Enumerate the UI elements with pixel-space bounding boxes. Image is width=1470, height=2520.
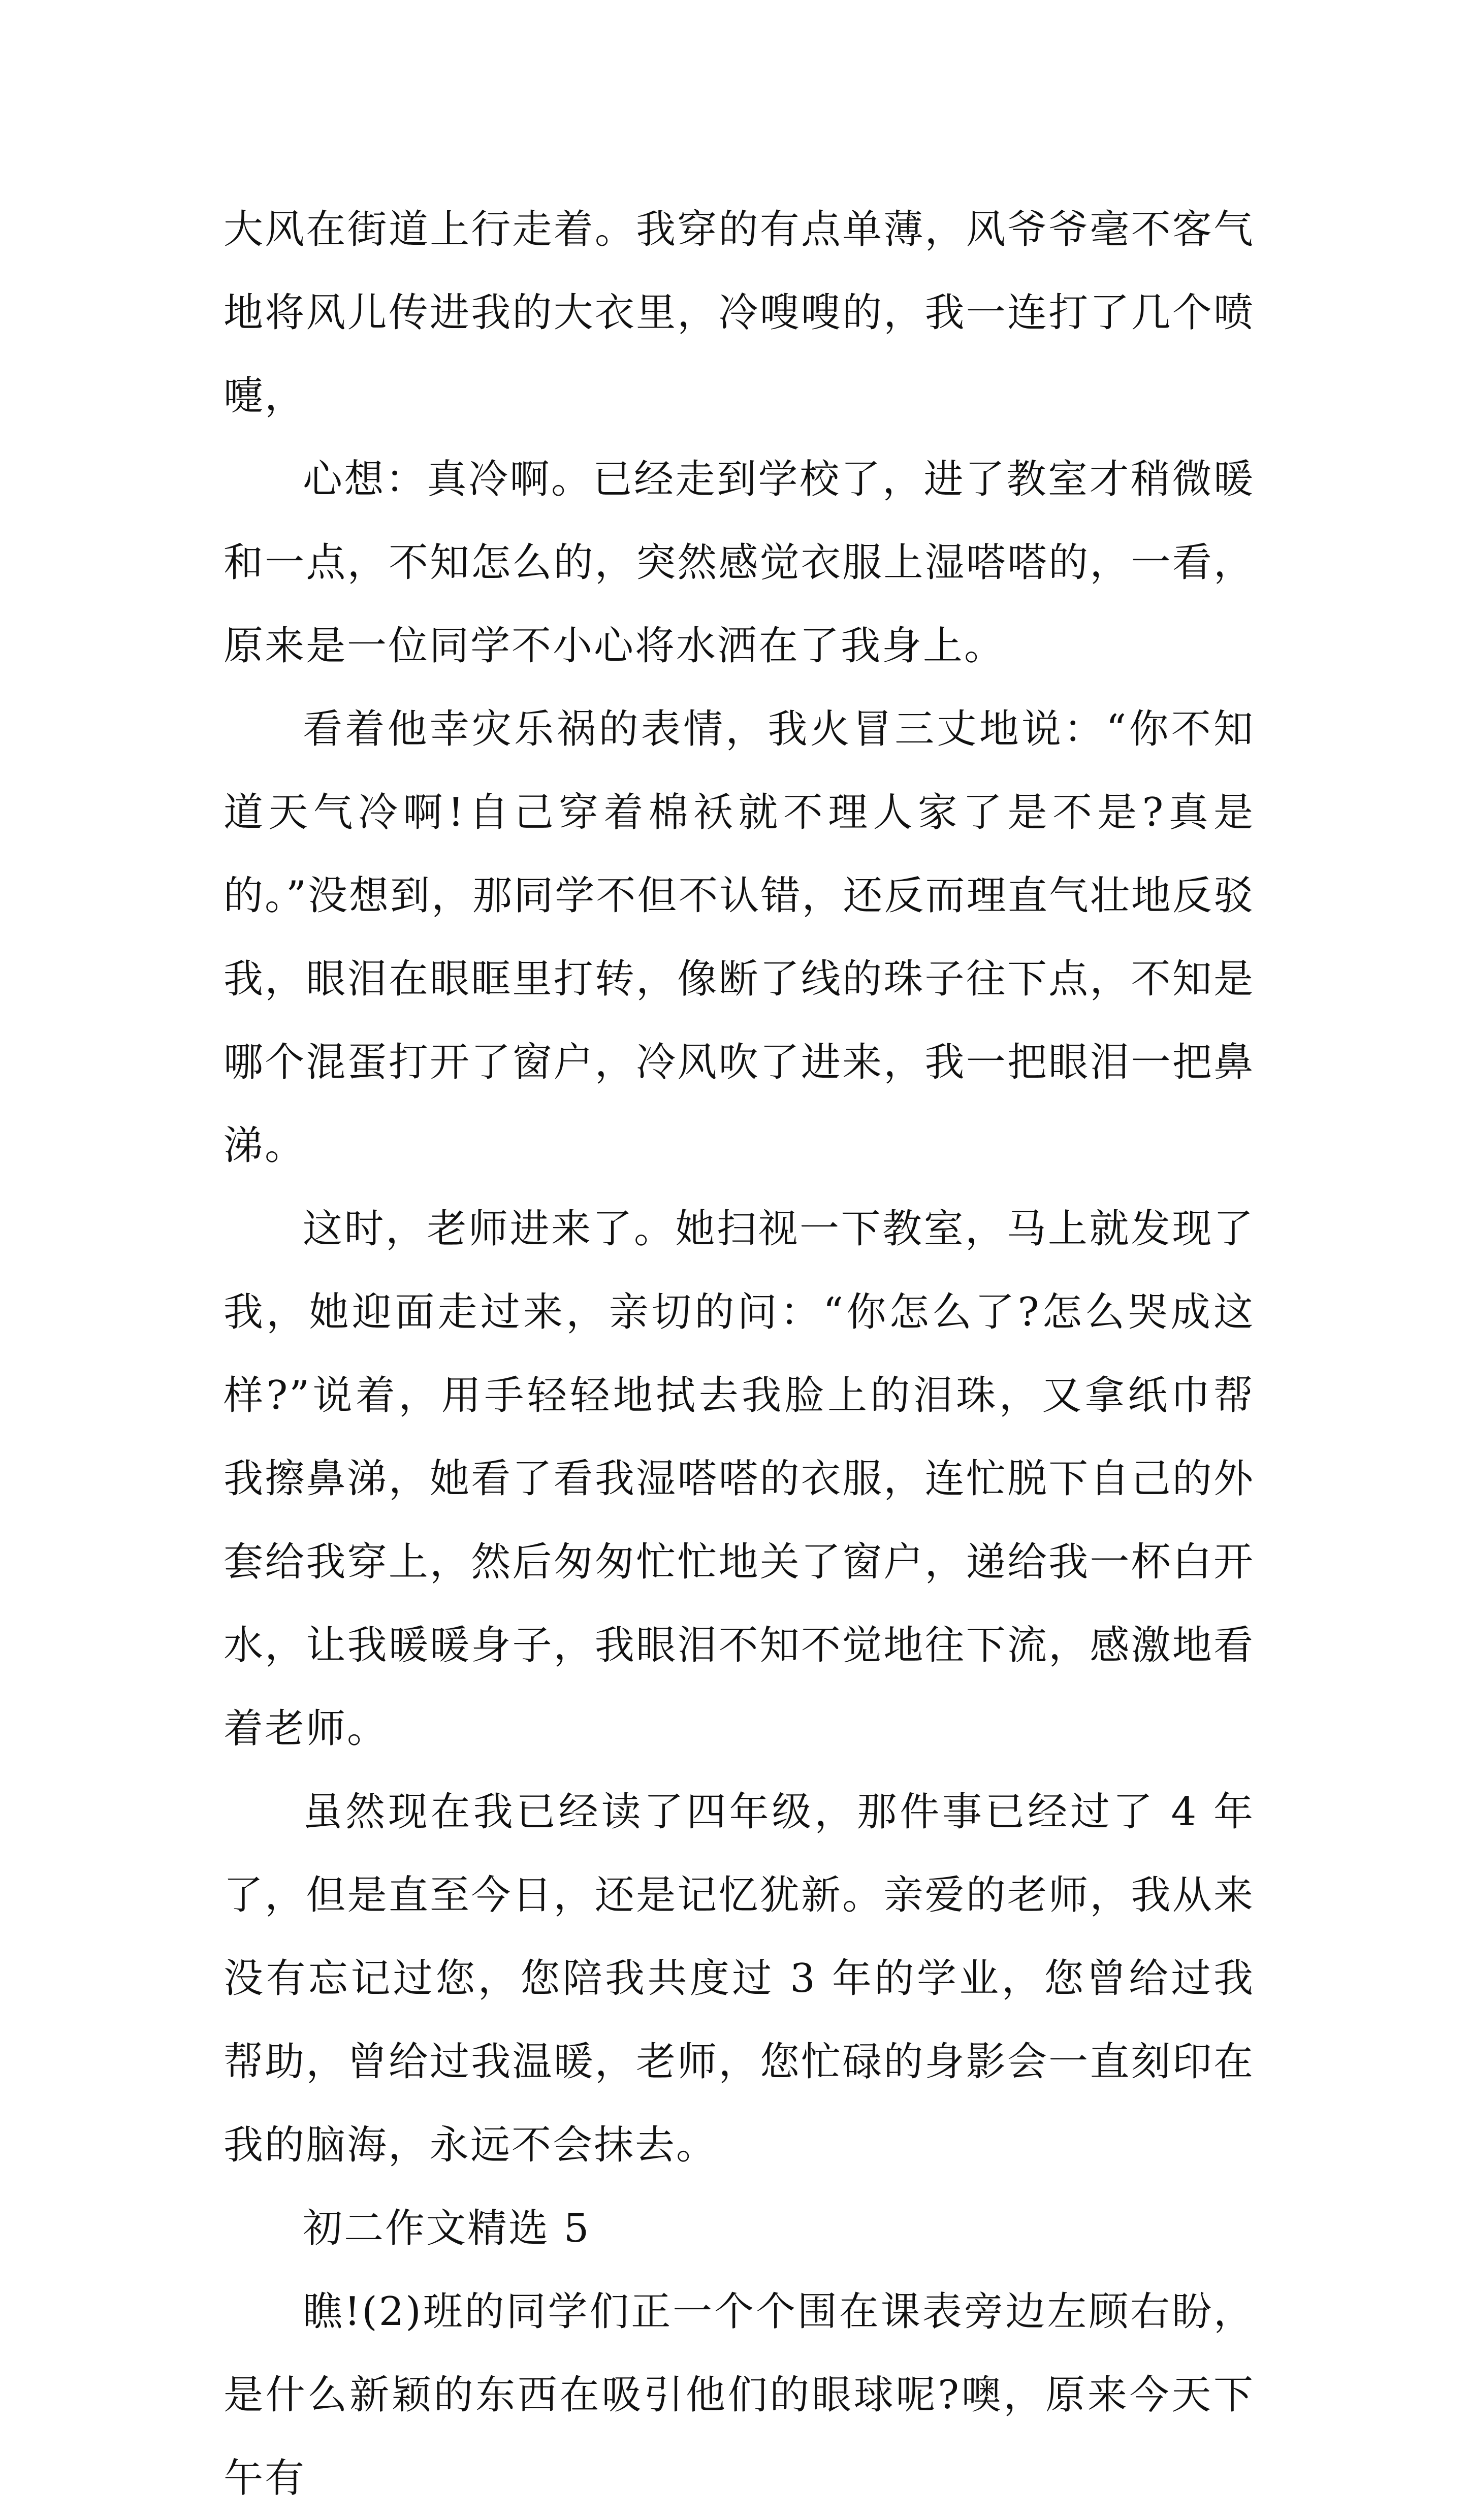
paragraph-2: 心想：真冷啊。已经走到学校了，进了教室才稍微暖和一点，不知怎么的，突然感觉衣服上湿嗒嗒的，一看，原来是一位同学不小心将水洒在了我身上。 [223, 457, 1255, 669]
paragraph-5: 虽然现在我已经读了四年级，那件事已经过了 4 年了，但是直至今日，还是记忆犹新。亲爱的老师，我从来没有忘记过您，您陪我共度过 3 年的学业，您曾给过我帮助，曾给过我温暖，老师，您忙碌的身影会一直刻印在我的脑海，永远不会抹去。 [223, 1789, 1255, 2168]
paragraph-6: 瞧!(2)班的同学们正一个个围在课表旁边左顾右盼，是什么新颖的东西在吸引他们的眼球呢?噢，原来今天下午有 [223, 2289, 1255, 2501]
paragraph-4: 这时，老师进来了。她扫视一下教室，马上就发现了我，她迎面走过来，亲切的问：“你怎么了?怎么哭成这样?”说着，用手轻轻地拭去我脸上的泪珠，又拿纸巾帮我擦鼻涕，她看了看我湿嗒嗒的衣服，连忙脱下自己的外套给我穿上，然后匆匆忙忙地关了窗户，递给我一杯白开水，让我暖暖身子，我眼泪不知不觉地往下流，感激地看着老师。 [223, 1206, 1255, 1752]
section-heading: 初二作文精选 5 [303, 2206, 591, 2251]
paragraph-3: 看着他幸灾乐祸的表情，我火冒三丈地说：“你不知道天气冷啊!自己穿着棉袄就不理人家了是不是?真是的。”没想到，那同学不但不认错，还反而理直气壮地反驳我，眼泪在眼眶里打转，像断了线的珠子往下点，不知是哪个混蛋打开了窗户，冷风吹了进来，我一把眼泪一把鼻涕。 [223, 706, 1255, 1169]
paragraph-1: 大风在街道上行走着。我穿的有点单薄，风爷爷毫不客气地将风儿传进我的大衣里，冷嗖嗖的，我一连打了几个喷嚏， [223, 207, 1255, 419]
document-body [223, 188, 1255, 2520]
